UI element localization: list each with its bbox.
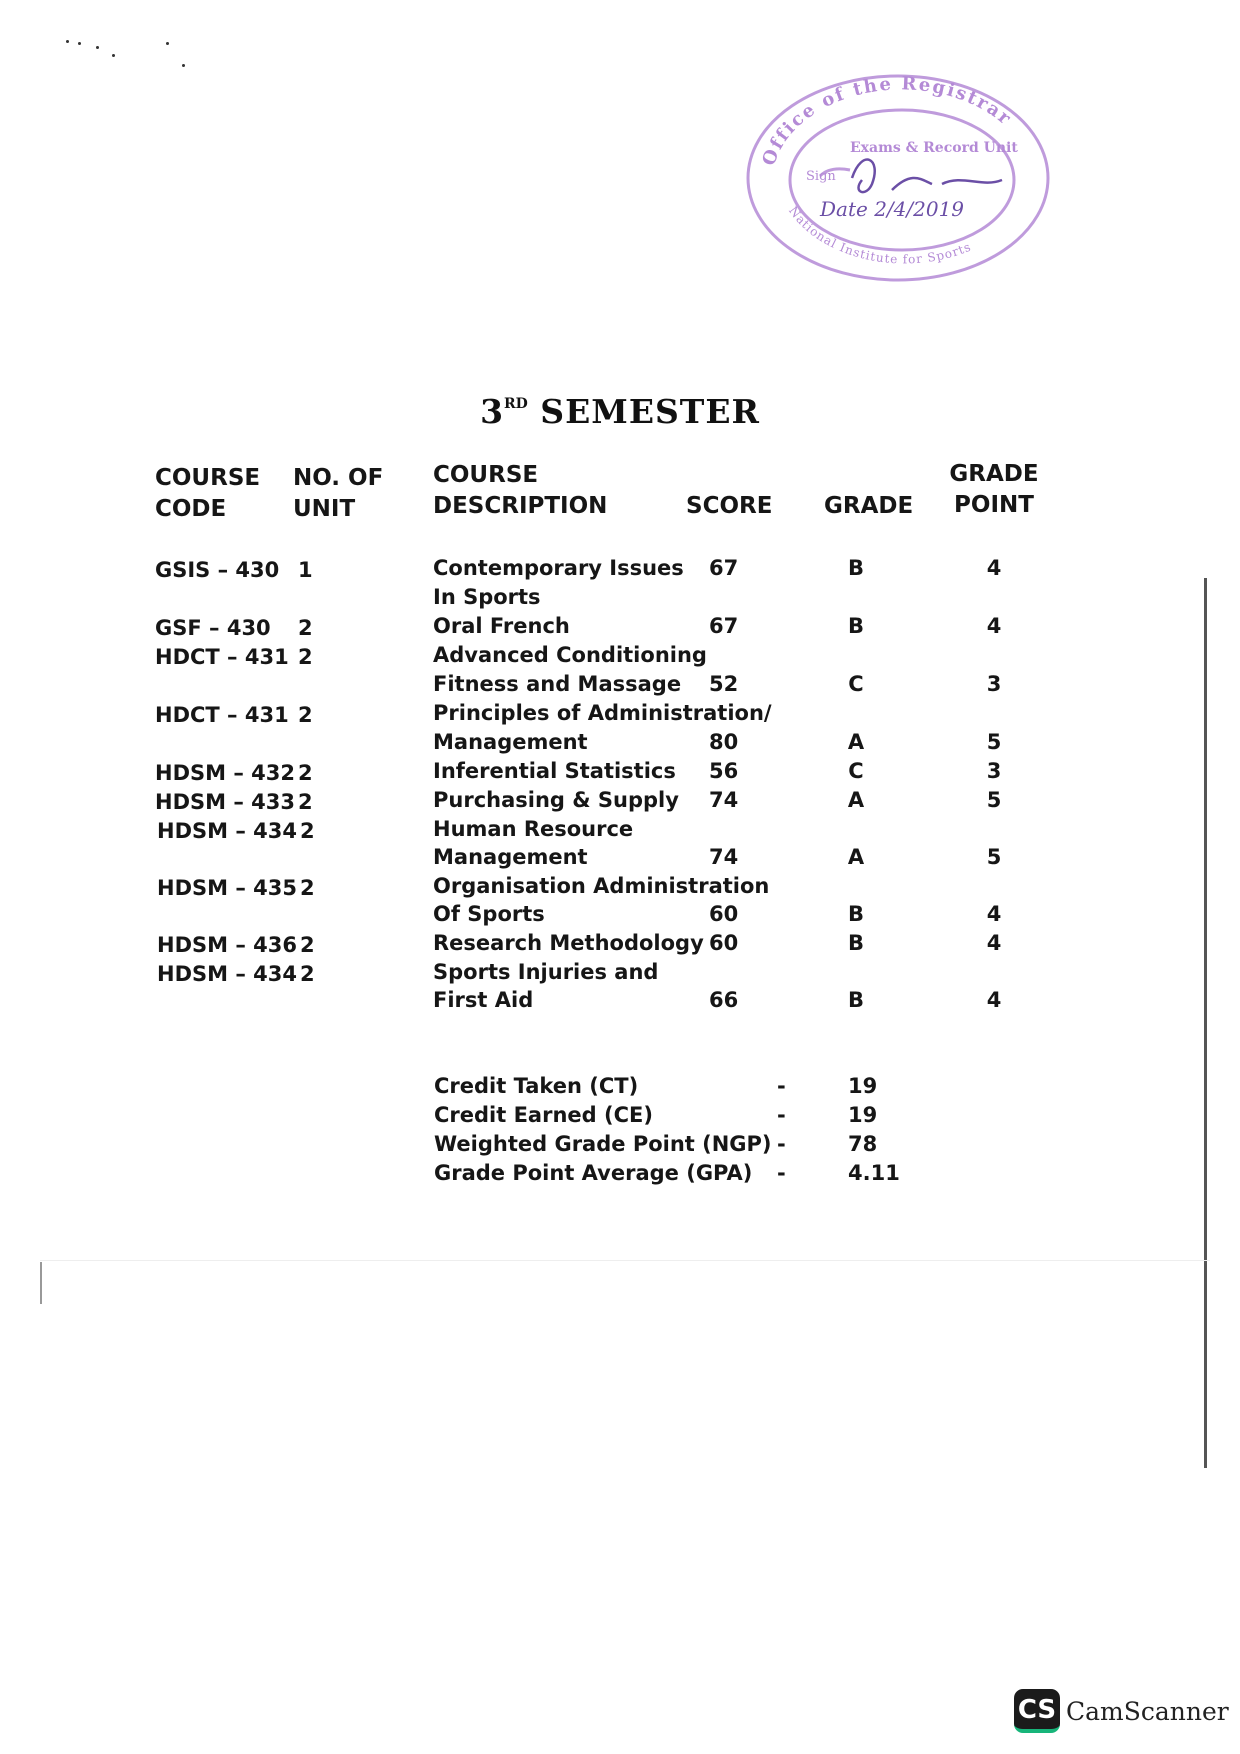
row-7-unit: 2: [300, 819, 315, 843]
row-4-code: HDCT – 431: [155, 703, 289, 727]
row-7-code: HDSM – 434: [157, 819, 297, 843]
stamp-date: Date 2/4/2019: [820, 197, 965, 221]
row-3-desc-1: Advanced Conditioning: [433, 643, 707, 667]
row-9-grade: B: [847, 931, 864, 955]
row-6-point: 5: [986, 788, 1002, 812]
row-3-code: HDCT – 431: [155, 645, 289, 669]
stamp-arc-top: Office of the Registrar: [758, 73, 1017, 169]
camscanner-watermark: CamScanner: [1066, 1697, 1229, 1726]
row-4-point: 5: [986, 730, 1002, 754]
row-4-score: 80: [709, 730, 739, 754]
row-2-score: 67: [709, 614, 739, 638]
row-3-point: 3: [986, 672, 1002, 696]
row-10-code: HDSM – 434: [157, 962, 297, 986]
row-10-score: 66: [709, 988, 739, 1012]
stamp-arc-bottom: National Institute for Sports: [785, 203, 974, 267]
row-2-desc-1: Oral French: [433, 614, 570, 638]
header-grade-point-line1: GRADE: [949, 461, 1039, 487]
summary-sep-ngp: -: [777, 1132, 786, 1156]
stamp-sign-label: Sign: [806, 169, 836, 184]
header-grade-point: [944, 459, 1044, 521]
title-text: SEMESTER: [527, 392, 760, 431]
page-title: [0, 392, 1240, 431]
stamp-unit: Exams & Record Unit: [850, 140, 1018, 156]
row-9-desc-1: Research Methodology: [433, 931, 704, 955]
row-8-desc-1: Organisation Administration: [433, 874, 770, 898]
scan-edge-shadow: [1204, 578, 1207, 1468]
row-10-unit: 2: [300, 962, 315, 986]
row-5-desc-1: Inferential Statistics: [433, 759, 676, 783]
row-8-point: 4: [986, 902, 1002, 926]
row-4-desc-1: Principles of Administration/: [433, 701, 772, 725]
row-1-grade: B: [847, 556, 864, 580]
row-5-code: HDSM – 432: [155, 761, 295, 785]
row-10-point: 4: [986, 988, 1002, 1012]
header-grade: GRADE: [824, 493, 914, 519]
scan-specks: [0, 0, 200, 80]
row-3-grade: C: [848, 672, 864, 696]
row-4-desc-2: Management: [433, 730, 588, 754]
summary-sep-gpa: -: [777, 1161, 786, 1185]
title-number: 3: [480, 392, 505, 431]
row-1-score: 67: [709, 556, 739, 580]
row-9-point: 4: [986, 931, 1002, 955]
row-1-desc-1: Contemporary Issues: [433, 556, 684, 580]
row-4-unit: 2: [298, 703, 313, 727]
header-description-line1: COURSE: [433, 462, 539, 488]
row-6-unit: 2: [298, 790, 313, 814]
summary-sep-ce: -: [777, 1103, 786, 1127]
row-8-code: HDSM – 435: [157, 876, 297, 900]
summary-value-ngp: 78: [848, 1132, 878, 1156]
row-10-grade: B: [847, 988, 864, 1012]
header-description-line2: DESCRIPTION: [433, 493, 608, 519]
header-units-line1: NO. OF: [293, 465, 384, 491]
title-superscript: RD: [504, 396, 528, 412]
row-4-grade: A: [847, 730, 865, 754]
row-5-unit: 2: [298, 761, 313, 785]
row-3-desc-2: Fitness and Massage: [433, 672, 682, 696]
row-10-desc-2: First Aid: [433, 988, 534, 1012]
summary-label-ngp: Weighted Grade Point (NGP): [434, 1132, 772, 1156]
row-2-grade: B: [847, 614, 864, 638]
row-2-point: 4: [986, 614, 1002, 638]
row-5-grade: C: [848, 759, 864, 783]
header-course-code-line1: COURSE: [155, 465, 261, 491]
row-8-desc-2: Of Sports: [433, 902, 545, 926]
row-9-score: 60: [709, 931, 739, 955]
header-course-code: [155, 463, 260, 525]
row-7-desc-2: Management: [433, 845, 588, 869]
row-8-score: 60: [709, 902, 739, 926]
row-7-desc-1: Human Resource: [433, 817, 634, 841]
row-3-score: 52: [709, 672, 739, 696]
row-7-grade: A: [847, 845, 865, 869]
scan-edge-mark: [40, 1262, 42, 1304]
summary-value-gpa: 4.11: [848, 1161, 900, 1185]
summary-value-ce: 19: [848, 1103, 878, 1127]
row-6-grade: A: [847, 788, 865, 812]
summary-sep-ct: -: [777, 1074, 786, 1098]
camscanner-logo-icon: CS: [1014, 1689, 1060, 1733]
signature: [852, 160, 1002, 193]
row-3-unit: 2: [298, 645, 313, 669]
row-6-score: 74: [709, 788, 739, 812]
row-2-code: GSF – 430: [155, 616, 271, 640]
row-1-point: 4: [986, 556, 1002, 580]
header-score: SCORE: [686, 493, 773, 519]
row-8-unit: 2: [300, 876, 315, 900]
row-1-desc-2: In Sports: [433, 585, 541, 609]
row-6-code: HDSM – 433: [155, 790, 295, 814]
row-2-unit: 2: [298, 616, 313, 640]
row-8-grade: B: [847, 902, 864, 926]
row-5-point: 3: [986, 759, 1002, 783]
row-7-score: 74: [709, 845, 739, 869]
summary-label-ce: Credit Earned (CE): [434, 1103, 653, 1127]
header-description: [433, 460, 607, 522]
row-1-unit: 1: [298, 558, 313, 582]
paper-fold-line: [40, 1260, 1210, 1261]
row-9-unit: 2: [300, 933, 315, 957]
header-units-line2: UNIT: [293, 496, 356, 522]
registry-stamp: [742, 68, 1054, 294]
summary-label-gpa: Grade Point Average (GPA): [434, 1161, 753, 1185]
row-1-code: GSIS – 430: [155, 558, 280, 582]
row-7-point: 5: [986, 845, 1002, 869]
row-6-desc-1: Purchasing & Supply: [433, 788, 679, 812]
row-5-score: 56: [709, 759, 739, 783]
header-units: [293, 463, 383, 525]
summary-value-ct: 19: [848, 1074, 878, 1098]
header-grade-point-line2: POINT: [954, 492, 1034, 518]
summary-label-ct: Credit Taken (CT): [434, 1074, 639, 1098]
header-course-code-line2: CODE: [155, 496, 227, 522]
row-10-desc-1: Sports Injuries and: [433, 960, 659, 984]
row-9-code: HDSM – 436: [157, 933, 297, 957]
